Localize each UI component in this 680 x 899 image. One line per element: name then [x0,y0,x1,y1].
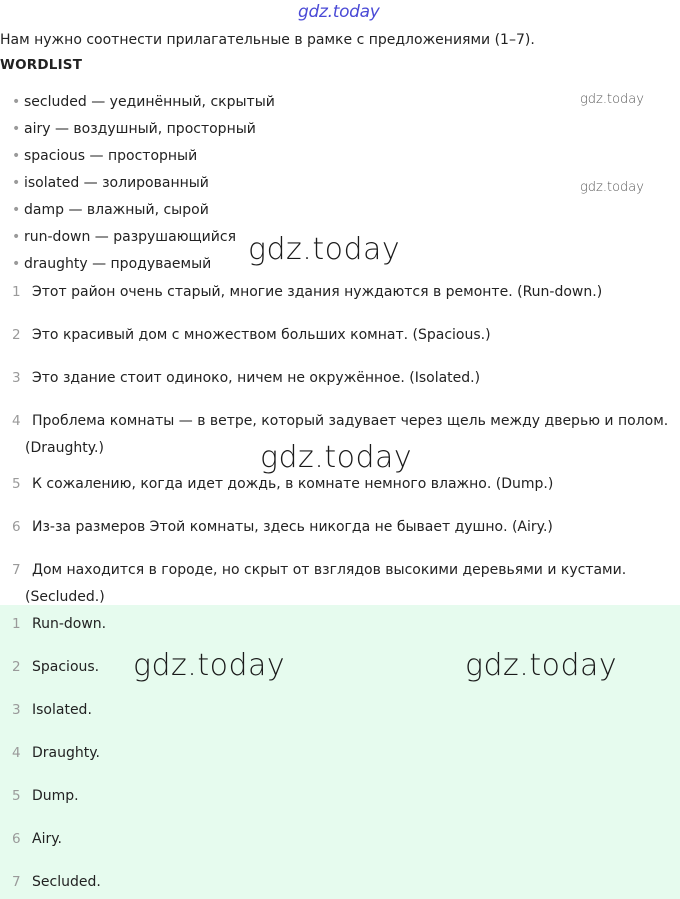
sentence-item [12,517,553,537]
sentence-text: Дом находится в городе, но скрыт от взглядов высокими деревьями и кустами. [32,562,627,578]
sentence-text: Проблема комнаты — в ветре, который задувает через щель между дверью и полом. [32,413,669,429]
answer-number: 6 [12,831,21,847]
wordlist-item: • isolated — золированный [12,175,209,191]
answer-item [12,700,92,720]
answer-number: 7 [12,874,21,890]
watermark-large: gdz.today [248,232,401,267]
sentence-item [12,368,480,388]
answer-number: 1 [12,616,21,632]
watermark-small: gdz.today [580,180,644,195]
wordlist-item: • draughty — продуваемый [12,256,212,272]
sentence-item [12,411,668,431]
sentence-item [12,560,626,580]
answer-item [12,872,101,892]
answer-item [12,829,62,849]
sentence-number: 1 [12,284,21,300]
watermark-large: gdz.today [260,440,413,475]
sentence-item [12,282,602,302]
bullet-icon: • [12,175,21,191]
wordlist-heading: WORDLIST [0,57,83,73]
wordlist-item: • run-down — разрушающийся [12,229,236,245]
wordlist-item: • spacious — просторный [12,148,198,164]
answer-item [12,614,106,634]
watermark-small: gdz.today [580,92,644,107]
wordlist-item: • airy — воздушный, просторный [12,121,256,137]
sentence-number: 5 [12,476,21,492]
sentence-continuation: (Draughty.) [25,440,104,456]
answer-number: 4 [12,745,21,761]
sentence-text: Это красивый дом с множеством больших комнат. (Spacious.) [32,327,491,343]
bullet-icon: • [12,94,21,110]
watermark-top: gdz.today [298,2,380,22]
sentence-text: Это здание стоит одиноко, ничем не окружённое. (Isolated.) [32,370,481,386]
answer-text: Isolated. [32,702,92,718]
sentence-text: Из-за размеров Этой комнаты, здесь никогда не бывает душно. (Airy.) [32,519,553,535]
bullet-icon: • [12,256,21,272]
bullet-icon: • [12,229,21,245]
task-intro: Нам нужно соотнести прилагательные в рамке с предложениями (1–7). [0,32,535,48]
sentence-continuation: (Secluded.) [25,589,105,605]
wordlist-item: • damp — влажный, сырой [12,202,209,218]
bullet-icon: • [12,148,21,164]
wordlist [12,92,275,281]
watermark-large: gdz.today [465,648,618,683]
answer-text: Run-down. [32,616,107,632]
answer-text: Secluded. [32,874,101,890]
watermark-large: gdz.today [133,648,286,683]
answer-text: Spacious. [32,659,100,675]
answer-number: 3 [12,702,21,718]
sentence-text: Этот район очень старый, многие здания нуждаются в ремонте. (Run-down.) [32,284,603,300]
sentence-number: 7 [12,562,21,578]
answer-number: 2 [12,659,21,675]
wordlist-item: • secluded — уединённый, скрытый [12,94,275,110]
answer-item [12,657,99,677]
answer-item [12,743,100,763]
sentence-item [12,474,553,494]
answer-item [12,786,79,806]
answer-text: Airy. [32,831,62,847]
answer-number: 5 [12,788,21,804]
sentence-number: 3 [12,370,21,386]
answer-text: Dump. [32,788,79,804]
answer-text: Draughty. [32,745,100,761]
sentence-number: 6 [12,519,21,535]
sentence-number: 2 [12,327,21,343]
bullet-icon: • [12,121,21,137]
bullet-icon: • [12,202,21,218]
sentence-number: 4 [12,413,21,429]
sentence-text: К сожалению, когда идет дождь, в комнате немного влажно. (Dump.) [32,476,554,492]
sentence-item [12,325,491,345]
